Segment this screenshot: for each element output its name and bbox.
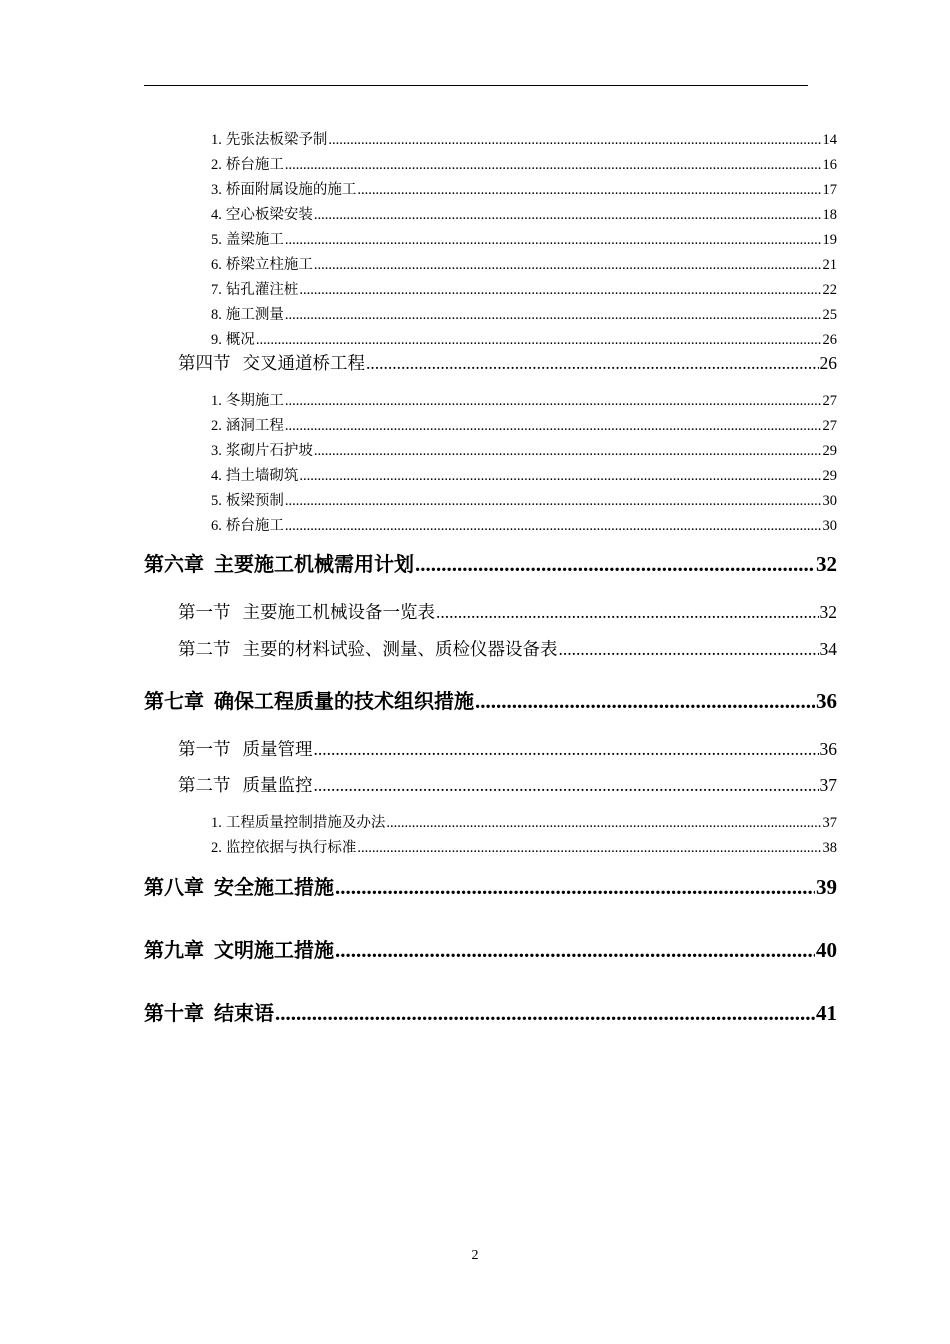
toc-entry-number: 第六章: [144, 552, 204, 576]
toc-entry-label: [211, 836, 356, 856]
toc-entry-title: 主要施工机械设备一览表: [242, 602, 435, 622]
toc-entry-label: [211, 464, 298, 484]
toc-chapter-entry[interactable]: [144, 871, 837, 899]
toc-entry-title: 桥台施工: [225, 518, 284, 534]
toc-page-number: 21: [822, 257, 837, 273]
toc-entry-title: 空心板梁安装: [225, 207, 313, 223]
toc-page-number: 22: [822, 282, 837, 298]
toc-entry-title: 盖梁施工: [225, 232, 284, 248]
toc-entry-number: 6.: [211, 257, 222, 273]
toc-entry-label: [211, 811, 385, 831]
toc-entry-number: 9.: [211, 332, 222, 348]
dot-leader: [285, 493, 822, 509]
toc-entry-label: [211, 228, 284, 248]
toc-entry-label: [211, 328, 255, 348]
dot-leader: [335, 875, 815, 899]
toc-subsection-entry[interactable]: [211, 811, 837, 831]
header-rule: [144, 85, 808, 86]
toc-subsection-entry[interactable]: [211, 303, 837, 323]
toc-entry-number: 8.: [211, 307, 222, 323]
toc-entry-number: 5.: [211, 493, 222, 509]
toc-entry-label: [211, 203, 313, 223]
toc-subsection-entry[interactable]: [211, 414, 837, 434]
toc-entry-label: [211, 389, 284, 409]
dot-leader: [285, 157, 822, 173]
toc-subsection-entry[interactable]: [211, 836, 837, 856]
toc-page-number: 29: [822, 468, 837, 484]
toc-subsection-entry[interactable]: [211, 153, 837, 173]
toc-entry-label: [178, 772, 313, 796]
toc-entry-number: 2.: [211, 157, 222, 173]
toc-entry-number: 第一节: [178, 602, 231, 622]
toc-entry-label: [211, 439, 313, 459]
toc-page-number: 18: [822, 207, 837, 223]
toc-subsection-entry[interactable]: [211, 489, 837, 509]
toc-entry-number: 6.: [211, 518, 222, 534]
toc-entry-number: 第十章: [144, 1001, 204, 1025]
toc-subsection-entry[interactable]: [211, 439, 837, 459]
toc-page-number: 38: [822, 840, 837, 856]
toc-entry-label: [211, 253, 313, 273]
toc-chapter-entry[interactable]: [144, 997, 837, 1025]
toc-entry-label: [211, 414, 284, 434]
page-number: 2: [471, 1248, 479, 1263]
toc-entry-label: [144, 934, 334, 962]
toc-entry-title: 主要的材料试验、测量、质检仪器设备表: [242, 639, 558, 659]
toc-subsection-entry[interactable]: [211, 203, 837, 223]
toc-entry-number: 第八章: [144, 875, 204, 899]
toc-entry-label: [211, 489, 284, 509]
toc-page-number: 37: [822, 815, 837, 831]
dot-leader: [314, 443, 822, 459]
toc-subsection-entry[interactable]: [211, 389, 837, 409]
toc-entry-number: 第一节: [178, 739, 231, 759]
toc-entry-title: 质量监控: [242, 775, 313, 795]
toc-entry-number: 1.: [211, 393, 222, 409]
toc-entry-title: 浆砌片石护坡: [225, 443, 313, 459]
toc-entry-label: [144, 997, 274, 1025]
toc-entry-title: 钻孔灌注桩: [225, 282, 299, 298]
toc-subsection-entry[interactable]: [211, 514, 837, 534]
toc-section-entry[interactable]: [178, 772, 837, 796]
dot-leader: [436, 602, 819, 623]
toc-entry-title: 主要施工机械需用计划: [214, 552, 414, 576]
toc-entry-number: 7.: [211, 282, 222, 298]
toc-entry-title: 桥面附属设施的施工: [225, 182, 357, 198]
toc-chapter-entry[interactable]: [144, 548, 837, 576]
toc-page-number: 40: [816, 938, 837, 962]
toc-entry-title: 质量管理: [242, 739, 313, 759]
toc-subsection-entry[interactable]: [211, 228, 837, 248]
toc-entry-label: [178, 736, 313, 760]
toc-entry-number: 3.: [211, 443, 222, 459]
toc-subsection-entry[interactable]: [211, 253, 837, 273]
toc-subsection-entry[interactable]: [211, 278, 837, 298]
toc-entry-label: [178, 636, 558, 660]
toc-entry-title: 交叉通道桥工程: [242, 353, 365, 373]
toc-entry-number: 4.: [211, 468, 222, 484]
dot-leader: [335, 938, 815, 962]
toc-entry-number: 2.: [211, 418, 222, 434]
toc-entry-title: 文明施工措施: [214, 938, 334, 962]
toc-entry-title: 桥台施工: [225, 157, 284, 173]
dot-leader: [275, 1001, 815, 1025]
toc-page-number: 36: [819, 739, 837, 759]
toc-entry-number: 第四节: [178, 353, 231, 373]
toc-entry-label: [211, 303, 284, 323]
toc-entry-title: 监控依据与执行标准: [225, 840, 357, 856]
toc-entry-number: 1.: [211, 815, 222, 831]
toc-entry-number: 4.: [211, 207, 222, 223]
dot-leader: [285, 393, 822, 409]
dot-leader: [285, 418, 822, 434]
toc-page-number: 29: [822, 443, 837, 459]
toc-page-number: 14: [822, 132, 837, 148]
dot-leader: [314, 739, 819, 760]
dot-leader: [314, 257, 822, 273]
dot-leader: [328, 132, 821, 148]
toc-chapter-entry[interactable]: [144, 685, 837, 713]
toc-page-number: 16: [822, 157, 837, 173]
dot-leader: [314, 775, 819, 796]
dot-leader: [559, 639, 819, 660]
dot-leader: [256, 332, 822, 348]
toc-page-number: 32: [819, 602, 837, 622]
dot-leader: [386, 815, 821, 831]
dot-leader: [314, 207, 822, 223]
toc-entry-number: 3.: [211, 182, 222, 198]
toc-page-number: 39: [816, 875, 837, 899]
toc-page-number: 30: [822, 518, 837, 534]
dot-leader: [357, 840, 821, 856]
toc-entry-number: 第七章: [144, 689, 204, 713]
toc-entry-label: [144, 548, 414, 576]
toc-entry-label: [211, 153, 284, 173]
toc-page-number: 17: [822, 182, 837, 198]
toc-section-entry[interactable]: [178, 736, 837, 760]
toc-entry-title: 确保工程质量的技术组织措施: [214, 689, 474, 713]
toc-entry-title: 结束语: [214, 1001, 274, 1025]
toc-page-number: 27: [822, 393, 837, 409]
dot-leader: [415, 552, 815, 576]
toc-subsection-entry[interactable]: [211, 178, 837, 198]
toc-page-number: 32: [816, 552, 837, 576]
toc-entry-label: [211, 178, 356, 198]
toc-page-number: 27: [822, 418, 837, 434]
toc-entry-title: 板梁预制: [225, 493, 284, 509]
toc-entry-label: [178, 599, 435, 623]
toc-entry-label: [211, 278, 298, 298]
dot-leader: [475, 689, 815, 713]
toc-entry-number: 2.: [211, 840, 222, 856]
toc-entry-title: 桥梁立柱施工: [225, 257, 313, 273]
toc-entry-title: 冬期施工: [225, 393, 284, 409]
toc-entry-title: 先张法板梁予制: [225, 132, 328, 148]
toc-entry-number: 5.: [211, 232, 222, 248]
toc-section-entry[interactable]: [178, 599, 837, 623]
dot-leader: [285, 232, 822, 248]
toc-page-number: 26: [819, 353, 837, 373]
toc-page-number: 26: [822, 332, 837, 348]
toc-entry-title: 施工测量: [225, 307, 284, 323]
toc-entry-number: 第二节: [178, 639, 231, 659]
toc-subsection-entry[interactable]: [211, 128, 837, 148]
toc-page-number: 19: [822, 232, 837, 248]
toc-entry-title: 概况: [225, 332, 255, 348]
toc-page-number: 34: [819, 639, 837, 659]
dot-leader: [299, 468, 821, 484]
toc-entry-title: 涵洞工程: [225, 418, 284, 434]
toc-chapter-entry[interactable]: [144, 934, 837, 962]
toc-entry-label: [211, 128, 327, 148]
toc-page-number: 25: [822, 307, 837, 323]
toc-entry-label: [211, 514, 284, 534]
toc-entry-title: 工程质量控制措施及办法: [225, 815, 386, 831]
dot-leader: [285, 518, 822, 534]
toc-page-number: 37: [819, 775, 837, 795]
toc-entry-number: 第九章: [144, 938, 204, 962]
toc-entry-number: 第二节: [178, 775, 231, 795]
toc-subsection-entry[interactable]: [211, 464, 837, 484]
toc-page-number: 41: [816, 1001, 837, 1025]
toc-entry-number: 1.: [211, 132, 222, 148]
toc-entry-label: [144, 685, 474, 713]
dot-leader: [357, 182, 821, 198]
toc-section-entry[interactable]: [178, 636, 837, 660]
toc-subsection-entry[interactable]: [211, 328, 837, 348]
toc-entry-title: 安全施工措施: [214, 875, 334, 899]
dot-leader: [285, 307, 822, 323]
dot-leader: [299, 282, 821, 298]
dot-leader: [366, 353, 819, 374]
toc-entry-label: [178, 350, 365, 374]
toc-section-entry[interactable]: [178, 350, 837, 374]
toc-page-number: 30: [822, 493, 837, 509]
toc-entry-title: 挡土墙砌筑: [225, 468, 299, 484]
toc-page-number: 36: [816, 689, 837, 713]
toc-entry-label: [144, 871, 334, 899]
